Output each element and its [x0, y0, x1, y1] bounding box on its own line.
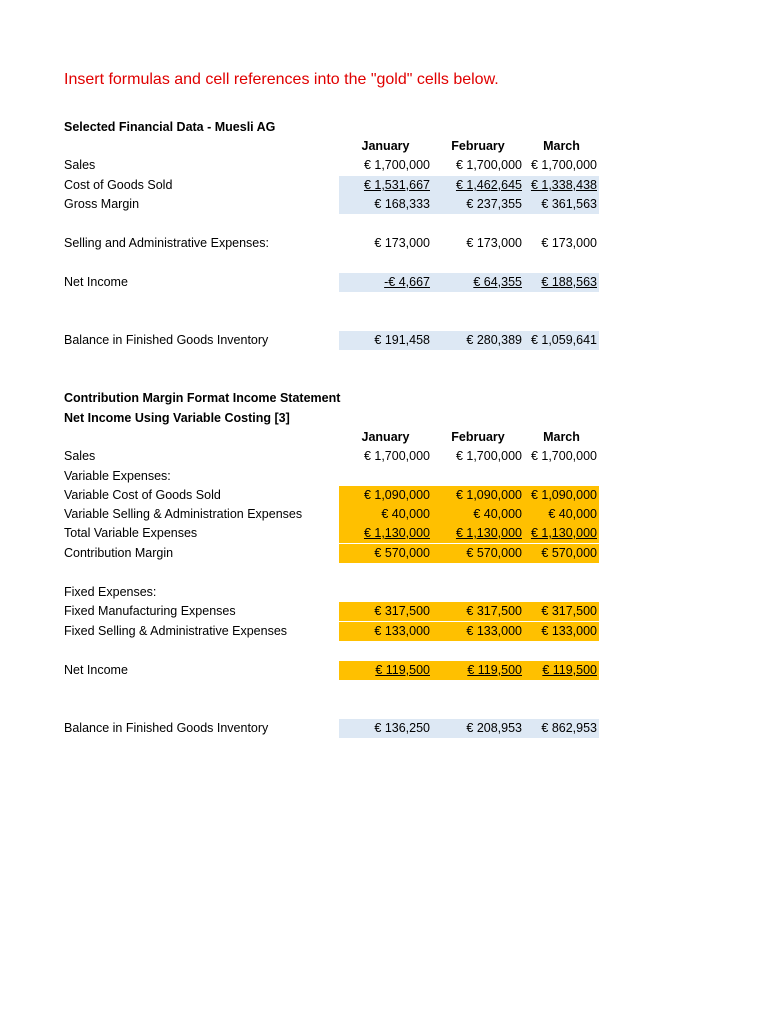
- gold-cell-feb[interactable]: € 119,500: [432, 661, 524, 680]
- cell-jan[interactable]: € 136,250: [339, 719, 432, 738]
- section2-subtitle-row: [0, 409, 768, 428]
- cell-mar[interactable]: € 862,953: [524, 719, 599, 738]
- gross-margin-row: [0, 195, 768, 214]
- cell-jan[interactable]: € 1,700,000: [363, 158, 430, 172]
- fixed-sga-row: [0, 622, 768, 641]
- cell-jan[interactable]: -€ 4,667: [339, 273, 432, 292]
- total-var-row: [0, 524, 768, 543]
- cell-feb[interactable]: € 237,355: [432, 195, 524, 214]
- cell-feb[interactable]: € 64,355: [432, 273, 524, 292]
- cell-jan[interactable]: € 168,333: [339, 195, 432, 214]
- gold-cell-feb[interactable]: € 1,090,000: [432, 486, 524, 505]
- cell-mar[interactable]: € 188,563: [524, 273, 599, 292]
- row-label: Fixed Manufacturing Expenses: [64, 604, 236, 618]
- gold-cell-mar[interactable]: € 40,000: [524, 505, 599, 524]
- row-label: Variable Selling & Administration Expenses: [64, 507, 303, 521]
- gold-cell-feb[interactable]: € 317,500: [432, 602, 524, 621]
- row-label: Fixed Expenses:: [64, 585, 157, 599]
- gold-cell-feb[interactable]: € 570,000: [432, 544, 524, 563]
- gold-cell-mar[interactable]: € 317,500: [524, 602, 599, 621]
- row-label: Variable Expenses:: [64, 469, 171, 483]
- month-header-march: March: [543, 139, 580, 153]
- sales-row: [0, 156, 768, 175]
- month-header-january: January: [361, 139, 410, 153]
- row-label: Sales: [64, 449, 96, 463]
- cell-feb[interactable]: € 1,700,000: [455, 449, 522, 463]
- cell-jan[interactable]: € 191,458: [339, 331, 432, 350]
- cell-feb[interactable]: € 208,953: [432, 719, 524, 738]
- net-income-row: [0, 273, 768, 292]
- month-header-february: February: [451, 430, 505, 444]
- month-header-january: January: [361, 430, 410, 444]
- row-label: Balance in Finished Goods Inventory: [64, 333, 269, 347]
- section2-header-row: [0, 428, 768, 447]
- cell-jan[interactable]: € 173,000: [374, 236, 430, 250]
- row-label: Fixed Selling & Administrative Expenses: [64, 624, 288, 638]
- gold-cell-mar[interactable]: € 1,090,000: [524, 486, 599, 505]
- cell-mar[interactable]: € 1,059,641: [524, 331, 599, 350]
- vc-sales-row: [0, 447, 768, 466]
- gold-cell-mar[interactable]: € 1,130,000: [524, 524, 599, 543]
- gold-cell-mar[interactable]: € 570,000: [524, 544, 599, 563]
- sga-row: [0, 234, 768, 253]
- contrib-margin-row: [0, 544, 768, 563]
- cell-feb[interactable]: € 173,000: [466, 236, 522, 250]
- instruction-text: Insert formulas and cell references into the "gold" cells below.: [64, 71, 499, 88]
- section2-title: Contribution Margin Format Income Statement: [64, 391, 341, 405]
- vc-fg-inventory-row: [0, 719, 768, 738]
- row-label: Selling and Administrative Expenses:: [64, 236, 269, 250]
- gold-cell-jan[interactable]: € 570,000: [339, 544, 432, 563]
- cell-feb[interactable]: € 1,700,000: [455, 158, 522, 172]
- section2-title-row: [0, 389, 768, 408]
- gold-cell-jan[interactable]: € 1,130,000: [339, 524, 432, 543]
- row-label: Total Variable Expenses: [64, 526, 198, 540]
- gold-cell-jan[interactable]: € 40,000: [339, 505, 432, 524]
- fixed-expenses-label-row: [0, 583, 768, 602]
- gold-cell-jan[interactable]: € 317,500: [339, 602, 432, 621]
- variable-expenses-label-row: [0, 467, 768, 486]
- gold-cell-jan[interactable]: € 119,500: [339, 661, 432, 680]
- cell-feb[interactable]: € 280,389: [432, 331, 524, 350]
- cell-mar[interactable]: € 173,000: [541, 236, 597, 250]
- fg-inventory-row: [0, 331, 768, 350]
- gold-cell-feb[interactable]: € 1,130,000: [432, 524, 524, 543]
- row-label: Variable Cost of Goods Sold: [64, 488, 221, 502]
- gold-cell-jan[interactable]: € 133,000: [339, 622, 432, 641]
- section1-title: Selected Financial Data - Muesli AG: [64, 120, 276, 134]
- row-label: Net Income: [64, 275, 128, 289]
- month-header-february: February: [451, 139, 505, 153]
- row-label: Balance in Finished Goods Inventory: [64, 721, 269, 735]
- gold-cell-mar[interactable]: € 119,500: [524, 661, 599, 680]
- gold-cell-feb[interactable]: € 40,000: [432, 505, 524, 524]
- section1-header-row: [0, 137, 768, 156]
- section1-title-row: [0, 118, 768, 137]
- vc-net-income-row: [0, 661, 768, 680]
- var-cogs-row: [0, 486, 768, 505]
- month-header-march: March: [543, 430, 580, 444]
- row-label: Sales: [64, 158, 96, 172]
- row-label: Contribution Margin: [64, 546, 174, 560]
- cell-mar[interactable]: € 1,700,000: [530, 158, 597, 172]
- cogs-row: [0, 176, 768, 195]
- gold-cell-jan[interactable]: € 1,090,000: [339, 486, 432, 505]
- var-sga-row: [0, 505, 768, 524]
- cell-mar[interactable]: € 1,338,438: [524, 176, 599, 195]
- cell-feb[interactable]: € 1,462,645: [432, 176, 524, 195]
- section2-subtitle: Net Income Using Variable Costing [3]: [64, 411, 290, 425]
- cell-mar[interactable]: € 1,700,000: [530, 449, 597, 463]
- row-label: Cost of Goods Sold: [64, 178, 173, 192]
- row-label: Net Income: [64, 663, 128, 677]
- cell-jan[interactable]: € 1,700,000: [363, 449, 430, 463]
- fixed-mfg-row: [0, 602, 768, 621]
- cell-mar[interactable]: € 361,563: [524, 195, 599, 214]
- gold-cell-mar[interactable]: € 133,000: [524, 622, 599, 641]
- row-label: Gross Margin: [64, 197, 140, 211]
- gold-cell-feb[interactable]: € 133,000: [432, 622, 524, 641]
- cell-jan[interactable]: € 1,531,667: [339, 176, 432, 195]
